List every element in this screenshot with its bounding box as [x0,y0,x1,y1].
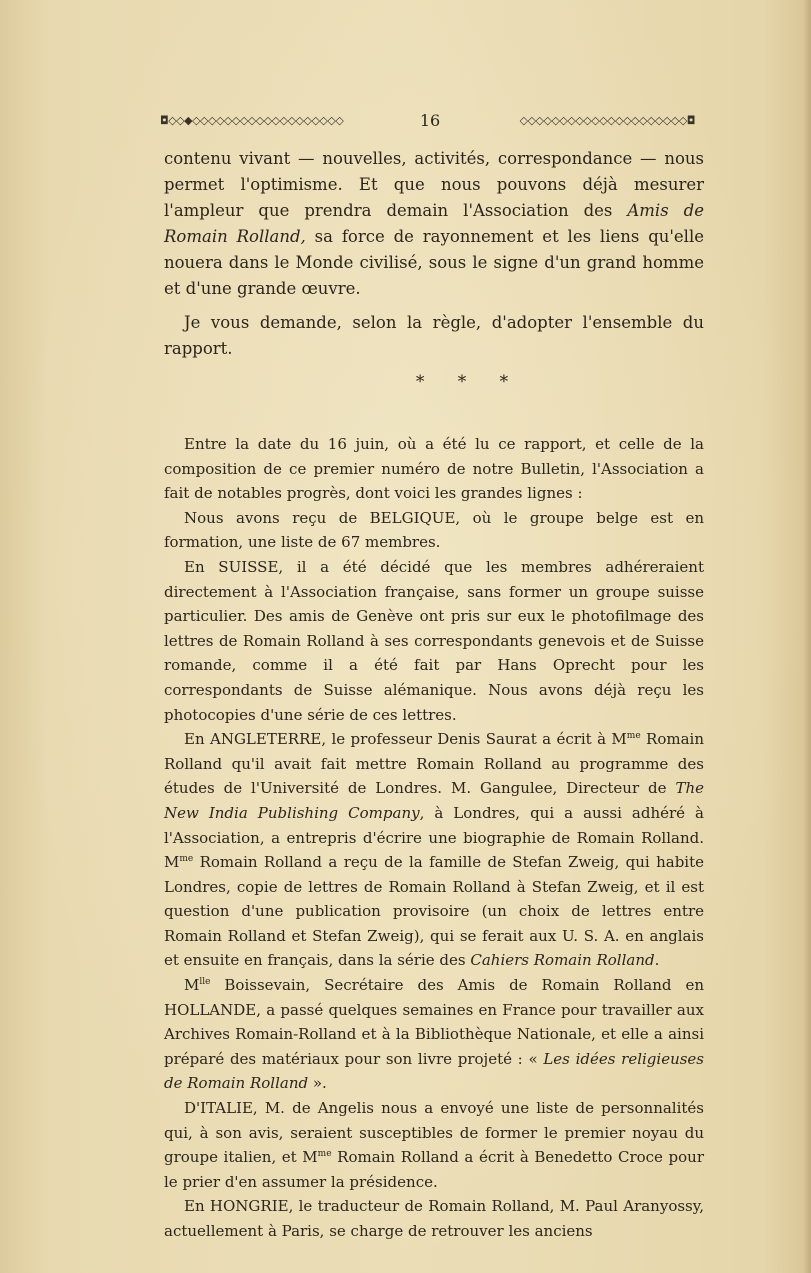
page-edge-shadow [803,0,811,1273]
text-run: En ANGLETERRE, le professeur Denis Saurat a écrit à M [184,730,627,749]
superscript: me [626,731,641,742]
superscript: me [179,854,194,865]
text-run: D'ITALIE, M. de Angelis nous a envoyé une liste de personnalités qui, à son avis, seraient susceptibles de former le premier noyau du groupe italien, et M [164,1099,704,1167]
association-name-italic: Amis de Romain Rolland, [164,201,704,246]
text-run: sa force de rayonnement et les liens qu'elle nouera dans le Monde civilisé, sous le signe d'un grand homme et d'une grande œuvre. [164,227,705,298]
association-news [164,432,704,1244]
conclusion-paragraph [164,146,704,302]
report-conclusion [164,146,704,362]
text-run: . [654,951,660,970]
series-title-italic: Cahiers Romain Rolland [470,951,655,970]
news-intro-paragraph: Entre la date du 16 juin, où a été lu ce rapport, et celle de la composition de ce premier numéro de notre Bulletin, l'Association a fait de notables progrès, dont voici les grandes lignes : [164,435,704,503]
text-run: ». [308,1074,327,1093]
book-title-italic: Les idées religieuses de Romain Rolland [164,1049,704,1093]
adoption-request-paragraph: Je vous demande, selon la règle, d'adopter l'ensemble du rapport. [164,313,704,358]
header-ornament-right: ◇◇◇◇◇◇◇◇◇◇◇◇◇◇◇◇◇◇◇◇◇◘ [519,113,695,127]
text-run: Romain Rolland a écrit à Benedetto Croce pour le prier d'en assumer la présidence. [164,1148,704,1191]
publisher-name-italic: The New India Publishing Company [164,779,704,822]
news-angleterre-paragraph [164,727,704,973]
text-run: Boissevain, Secrétaire des Amis de Romain Rolland en HOLLANDE, a passé quelques semaines en France pour travailler aux Archives Romain-Rolland et à la Bibliothèque Nationale, et elle a ainsi préparé des matériaux pour son livre projeté : « [164,976,704,1068]
superscript: me [317,1149,332,1160]
section-separator: * * * [415,372,523,392]
text-run: M [184,976,200,995]
header-ornament-left: ◘◇◇◆◇◇◇◇◇◇◇◇◇◇◇◇◇◇◇◇◇◇◇ [160,113,344,127]
page-number: 16 [419,110,441,130]
text-run: contenu vivant — nouvelles, activités, correspondance — nous permet l'optimisme. Et que nous pouvons déjà mesurer l'ampleur que prendra demain l'Association des [164,149,704,220]
news-italie-paragraph [164,1096,704,1194]
text-run: Romain Rolland a reçu de la famille de Stefan Zweig, qui habite Londres, copie de lettres de Romain Rolland à Stefan Zweig, et il est question d'une publication provisoire (un choix de lettres entre Romain Rolland et Stefan Zweig), qui se ferait aux U. S. A. en anglais et ensuite en français, dans la série des [164,853,704,970]
text-run: Romain Rolland qu'il avait fait mettre Romain Rolland au programme des études de l'Université de Londres. M. Gangulee, Directeur de [164,730,705,798]
text-run: , à Londres, qui a aussi adhéré à l'Association, a entrepris d'écrire une biographie de Romain Rolland. M [164,803,704,872]
news-belgique-paragraph: Nous avons reçu de BELGIQUE, où le groupe belge est en formation, une liste de 67 membres. [164,508,704,552]
news-hollande-paragraph [164,973,704,1096]
superscript: lle [199,977,211,988]
body-text [164,146,704,1244]
news-hongrie-paragraph: En HONGRIE, le traducteur de Romain Rolland, M. Paul Aranyossy, actuellement à Paris, se charge de retrouver les anciens [164,1197,704,1240]
page-header [160,108,695,132]
news-suisse-paragraph: En SUISSE, il a été décidé que les membres adhéreraient directement à l'Association française, sans former un groupe suisse particulier. Des amis de Genève ont pris sur eux le photofilmage des lettres de Romain Rolland à ses correspondants genevois et de Suisse romande, comme il a été fait par Hans Oprecht pour les correspondants de Suisse alémanique. Nous avons déjà reçu les photocopies d'une série de ces lettres. [164,557,704,724]
